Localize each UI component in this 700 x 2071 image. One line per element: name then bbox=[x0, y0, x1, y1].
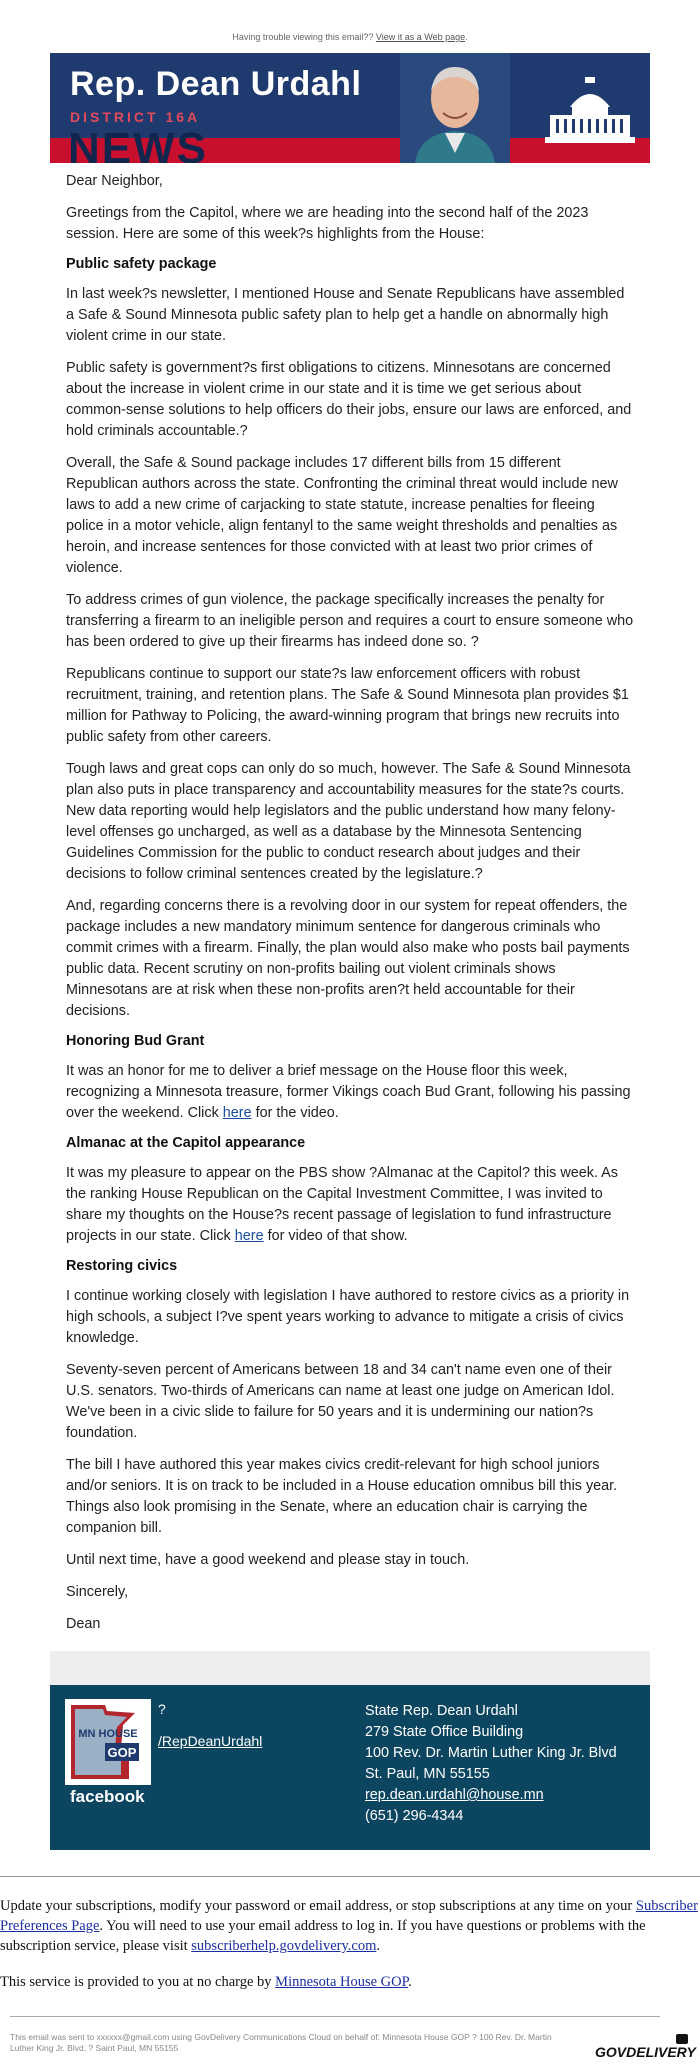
address-line: St. Paul, MN 55155 bbox=[365, 1766, 490, 1782]
subscription-paragraph bbox=[0, 1896, 700, 1956]
subs-text: This service is provided to you at no charge by bbox=[0, 1974, 276, 1990]
newsletter-body bbox=[50, 53, 650, 1850]
newsletter-footer bbox=[50, 1685, 650, 1850]
paragraph: Public safety is government?s first obligations to citizens. Minnesotans are concerned about the increase in violent crime in our state and it is time we get serious about common-sense solutions to help officers do their jobs, ensure our laws are enforced, and hold criminals accountable.? bbox=[66, 360, 632, 439]
minnesota-house-gop-link[interactable]: Minnesota House GOP bbox=[275, 1974, 409, 1990]
facebook-handle-link[interactable]: /RepDeanUrdahl bbox=[158, 1733, 263, 1749]
bud-text: It was an honor for me to deliver a brief message on the House floor this week, recognizing a Minnesota treasure, former Vikings coach Bud Grant, following his passing over the weekend. Click bbox=[66, 1063, 631, 1121]
paragraph: To address crimes of gun violence, the package specifically increases the penalty for transferring a firearm to an ineligible person and requires a court to ensure someone who has been ordered to give up their firearms has indeed done so. ? bbox=[66, 592, 634, 650]
logo-lettering: MN HOUSE bbox=[78, 1728, 138, 1740]
paragraph: Seventy-seven percent of Americans between 18 and 34 can't name even one of their U.S. senators. Two-thirds of Americans can name at least one judge on American Idol. We've been in a civic slide to failure for 50 years and it is undermining our nation?s foundation. bbox=[66, 1362, 615, 1441]
address-line: 100 Rev. Dr. Martin Luther King Jr. Blvd bbox=[365, 1745, 617, 1761]
contact-email-link[interactable]: rep.dean.urdahl@house.mn bbox=[365, 1787, 544, 1803]
paragraph: And, regarding concerns there is a revolving door in our system for repeat offenders, the package includes a new mandatory minimum sentence for dangerous criminals who commit crimes with a firearm. Finally, the plan would also make who posts bail payments public data. Recent scrutiny on non-profits bailing out violent criminals shows Minnesotans are at risk when these non-profits aren?t held accountable for their decisions. bbox=[66, 898, 630, 1019]
paragraph: In last week?s newsletter, I mentioned House and Senate Republicans have assembled a Safe & Sound Minnesota public safety plan to help get a handle on abnormally high violent crime in our state. bbox=[66, 286, 625, 344]
bud-grant-video-link[interactable]: here bbox=[222, 1105, 252, 1121]
closing-paragraph: Until next time, have a good weekend and please stay in touch. bbox=[66, 1552, 470, 1568]
logo-lettering-gop: GOP bbox=[107, 1745, 137, 1760]
footer-qmark: ? bbox=[158, 1701, 166, 1717]
subscriber-preferences-link[interactable]: Subscriber Preferences Page bbox=[0, 1898, 698, 1934]
govdelivery-logo[interactable]: GOVDELIVERY bbox=[595, 2044, 696, 2060]
almanac-text-tail: for video of that show. bbox=[263, 1228, 408, 1244]
section-heading-civics: Restoring civics bbox=[66, 1258, 178, 1274]
almanac-video-link[interactable]: here bbox=[234, 1228, 264, 1244]
web-view-tail: . bbox=[465, 32, 468, 42]
subs-text: . bbox=[408, 1974, 412, 1990]
paragraph: Overall, the Safe & Sound package includes 17 different bills from 15 different Republican authors across the state. Confronting the criminal threat would include new laws to add a new crime of carjacking to state statute, increase penalties for fleeing police in a motor vehicle, align fentanyl to the same weight thresholds and penalties as heroin, and increase sentences for those convicted with at least two prior crimes of violence. bbox=[66, 455, 618, 576]
signoff: Sincerely, bbox=[66, 1584, 129, 1600]
paragraph bbox=[66, 1163, 634, 1247]
paragraph: Tough laws and great cops can only do so much, however. The Safe & Sound Minnesota plan also puts in place transparency and accountability measures for the state?s courts. New data reporting would help legislators and the public understand how many felony-level offenses go uncharged, as well as a database by the Minnesota Sentencing Guidelines Commission for the public to conduct research about judges and their decisions to follow criminal sentences created by the legislature.? bbox=[66, 761, 631, 882]
section-heading-public-safety: Public safety package bbox=[66, 256, 217, 272]
banner-title: Rep. Dean Urdahl bbox=[70, 65, 362, 103]
banner-news: NEWS bbox=[68, 124, 208, 163]
govdelivery-chat-icon bbox=[676, 2034, 688, 2044]
paragraph: I continue working closely with legislation I have authored to restore civics as a priority in high schools, a subject I?ve spent years working to advance to mitigate a crisis of civics knowledge. bbox=[66, 1288, 630, 1346]
subscriber-help-link[interactable]: subscriberhelp.govdelivery.com bbox=[191, 1938, 377, 1954]
almanac-text: It was my pleasure to appear on the PBS show ?Almanac at the Capitol? this week. As the ranking House Republican on the Capital Investment Committee, I was invited to share my thoughts on the House?s recent passage of legislation to fund infrastructure projects in our state. Click bbox=[66, 1165, 618, 1244]
subscription-notice bbox=[0, 1896, 700, 2008]
subs-text: . You will need to use your email address to log in. If you have questions or problems with the subscription service, please visit bbox=[0, 1918, 646, 1954]
greeting: Dear Neighbor, bbox=[66, 173, 163, 189]
subs-text: . bbox=[376, 1938, 380, 1954]
divider bbox=[10, 2016, 660, 2017]
representative-photo bbox=[400, 53, 510, 163]
banner-district: DISTRICT 16A bbox=[70, 109, 201, 125]
bud-text-tail: for the video. bbox=[251, 1105, 339, 1121]
newsletter-banner bbox=[50, 53, 650, 163]
paragraph: The bill I have authored this year makes civics credit-relevant for high school juniors and/or seniors. It is on track to be included in a House education omnibus bill this year. Things also look promising in the Senate, where an education chair is carrying the companion bill. bbox=[66, 1457, 618, 1536]
service-paragraph bbox=[0, 1972, 700, 1992]
facebook-wordmark[interactable]: facebook bbox=[70, 1787, 145, 1806]
newsletter-content bbox=[50, 163, 650, 1651]
section-heading-almanac: Almanac at the Capitol appearance bbox=[66, 1135, 306, 1151]
web-view-text: Having trouble viewing this email?? bbox=[232, 32, 376, 42]
capitol-building-icon bbox=[540, 75, 640, 145]
intro-paragraph: Greetings from the Capitol, where we are heading into the second half of the 2023 session. Here are some of this week?s highlights from the House: bbox=[66, 205, 589, 242]
subs-text: Update your subscriptions, modify your password or email address, or stop subscriptions at any time on your bbox=[0, 1898, 636, 1914]
signature: Dean bbox=[66, 1616, 101, 1632]
contact-address bbox=[365, 1701, 617, 1827]
paragraph: Republicans continue to support our state?s law enforcement officers with robust recruitment, training, and retention plans. The Safe & Sound Minnesota plan provides $1 million for Pathway to Policing, the award-winning program that brings new recruits into public safety from other careers. bbox=[66, 666, 629, 745]
address-line: 279 State Office Building bbox=[365, 1724, 524, 1740]
mn-house-gop-logo[interactable] bbox=[65, 1699, 151, 1785]
contact-phone: (651) 296-4344 bbox=[365, 1808, 464, 1824]
divider bbox=[0, 1876, 700, 1877]
address-line: State Rep. Dean Urdahl bbox=[365, 1703, 518, 1719]
web-view-link[interactable]: View it as a Web page bbox=[375, 32, 466, 42]
section-heading-bud-grant: Honoring Bud Grant bbox=[66, 1033, 205, 1049]
fine-print: This email was sent to xxxxxx@gmail.com using GovDelivery Communications Cloud on behalf of: Minnesota House GOP ? 100 Rev. Dr. Martin Luther King Jr. Blvd. ? Saint Paul, MN 55155 bbox=[10, 2032, 552, 2053]
paragraph bbox=[66, 1061, 634, 1124]
